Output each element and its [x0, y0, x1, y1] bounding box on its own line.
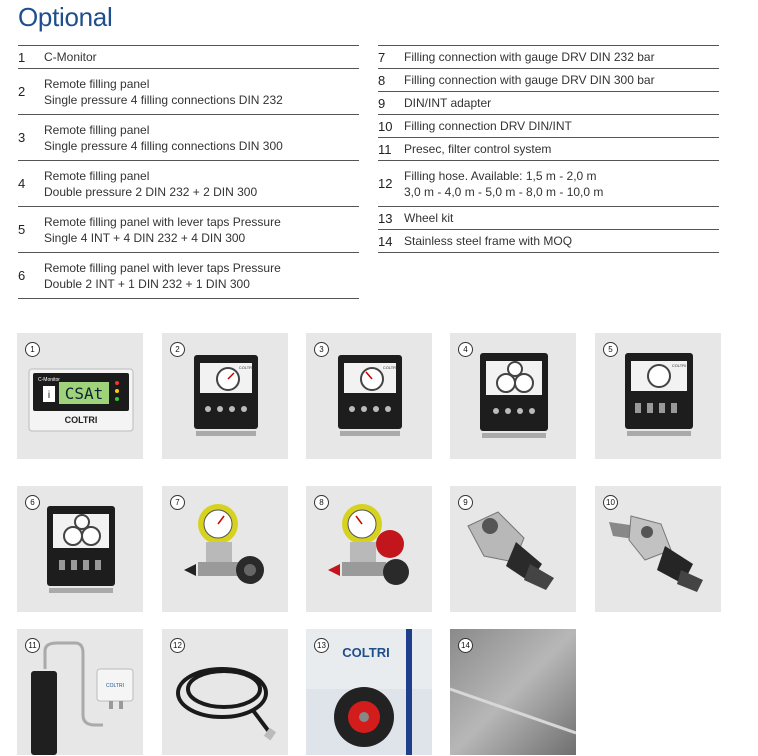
option-row: [18, 253, 359, 299]
product-tile-presec: [17, 629, 143, 755]
option-row: [18, 69, 359, 115]
svg-text:COLTRI: COLTRI: [106, 683, 124, 689]
tile-number-badge: 5: [603, 342, 618, 357]
option-row: [378, 230, 719, 253]
option-number: 3: [18, 130, 26, 145]
option-row: [18, 115, 359, 161]
svg-text:COLTRI: COLTRI: [238, 365, 254, 370]
tile-number-badge: 2: [170, 342, 185, 357]
option-row: [378, 46, 719, 69]
tile-number-badge: 6: [25, 495, 40, 510]
product-tile-c-monitor: [17, 333, 143, 459]
svg-text:COLTRI: COLTRI: [671, 363, 687, 368]
tile-number-badge: 13: [314, 638, 329, 653]
option-number: 6: [18, 268, 26, 283]
option-row: [18, 161, 359, 207]
option-number: 12: [378, 176, 393, 191]
option-text: Filling connection DRV DIN/INT: [404, 119, 572, 133]
product-tile-steel-frame: [450, 629, 576, 755]
option-text: Wheel kit: [404, 211, 454, 225]
tile-number-badge: 14: [458, 638, 473, 653]
option-number: 8: [378, 72, 386, 88]
option-text: C-Monitor: [44, 50, 97, 64]
product-tile-gauge-232: [162, 486, 288, 612]
product-tile-panel-lever: [595, 333, 721, 459]
option-number: 4: [18, 176, 26, 191]
product-tile-panel-lever-double: [17, 486, 143, 612]
tile-number-badge: 9: [458, 495, 473, 510]
option-text: Filling hose. Available: 1,5 m - 2,0 m 3,0 m - 4,0 m - 5,0 m - 8,0 m - 10,0 m: [404, 168, 604, 199]
option-row: [18, 46, 359, 69]
tile-number-badge: 8: [314, 495, 329, 510]
product-tile-din-int-adapter: [450, 486, 576, 612]
option-number: 7: [378, 49, 386, 65]
option-number: 2: [18, 84, 26, 99]
tile-number-badge: 11: [25, 638, 40, 653]
option-text: Stainless steel frame with MOQ: [404, 234, 573, 248]
svg-text:CSAt: CSAt: [64, 384, 104, 403]
option-text: Remote filling panel with lever taps Pressure Double 2 INT + 1 DIN 232 + 1 DIN 300: [44, 260, 281, 291]
tile-number-badge: 7: [170, 495, 185, 510]
option-row: [378, 138, 719, 161]
product-tile-panel-232: [162, 333, 288, 459]
tile-number-badge: 12: [170, 638, 185, 653]
option-text: Remote filling panel with lever taps Pressure Single 4 INT + 4 DIN 232 + 4 DIN 300: [44, 214, 281, 245]
option-row: [18, 207, 359, 253]
product-tile-panel-300: [306, 333, 432, 459]
option-number: 1: [18, 49, 26, 65]
option-text: Filling connection with gauge DRV DIN 300 bar: [404, 73, 655, 87]
tile-number-badge: 1: [25, 342, 40, 357]
product-tile-drv-connection: [595, 486, 721, 612]
svg-text:C-Monitor: C-Monitor: [38, 377, 60, 383]
options-table-right: [378, 45, 719, 253]
product-tile-gauge-300: [306, 486, 432, 612]
option-number: 9: [378, 95, 386, 111]
tile-number-badge: 3: [314, 342, 329, 357]
svg-text:COLTRI: COLTRI: [64, 415, 98, 425]
option-text: Remote filling panel Double pressure 2 DIN 232 + 2 DIN 300: [44, 168, 258, 199]
option-text: Remote filling panel Single pressure 4 filling connections DIN 232: [44, 76, 283, 107]
option-row: [378, 69, 719, 92]
option-text: Filling connection with gauge DRV DIN 232 bar: [404, 50, 655, 64]
option-number: 5: [18, 222, 26, 237]
option-row: [378, 92, 719, 115]
svg-text:COLTRI: COLTRI: [382, 365, 398, 370]
option-row: [378, 207, 719, 230]
options-table-left: [18, 45, 359, 299]
svg-text:COLTRI: COLTRI: [342, 645, 390, 660]
product-tile-panel-double: [450, 333, 576, 459]
option-row: [378, 115, 719, 138]
option-text: Presec, filter control system: [404, 142, 552, 156]
option-number: 10: [378, 118, 393, 134]
tile-number-badge: 10: [603, 495, 618, 510]
option-number: 14: [378, 233, 393, 249]
option-number: 11: [378, 141, 392, 157]
tile-number-badge: 4: [458, 342, 473, 357]
page-title: Optional: [18, 2, 113, 32]
option-row: [378, 161, 719, 207]
option-text: DIN/INT adapter: [404, 96, 492, 110]
svg-text:i: i: [47, 390, 51, 401]
product-tile-wheel-kit: [306, 629, 432, 755]
product-tile-hose: [162, 629, 288, 755]
option-text: Remote filling panel Single pressure 4 filling connections DIN 300: [44, 122, 283, 153]
option-number: 13: [378, 210, 393, 226]
